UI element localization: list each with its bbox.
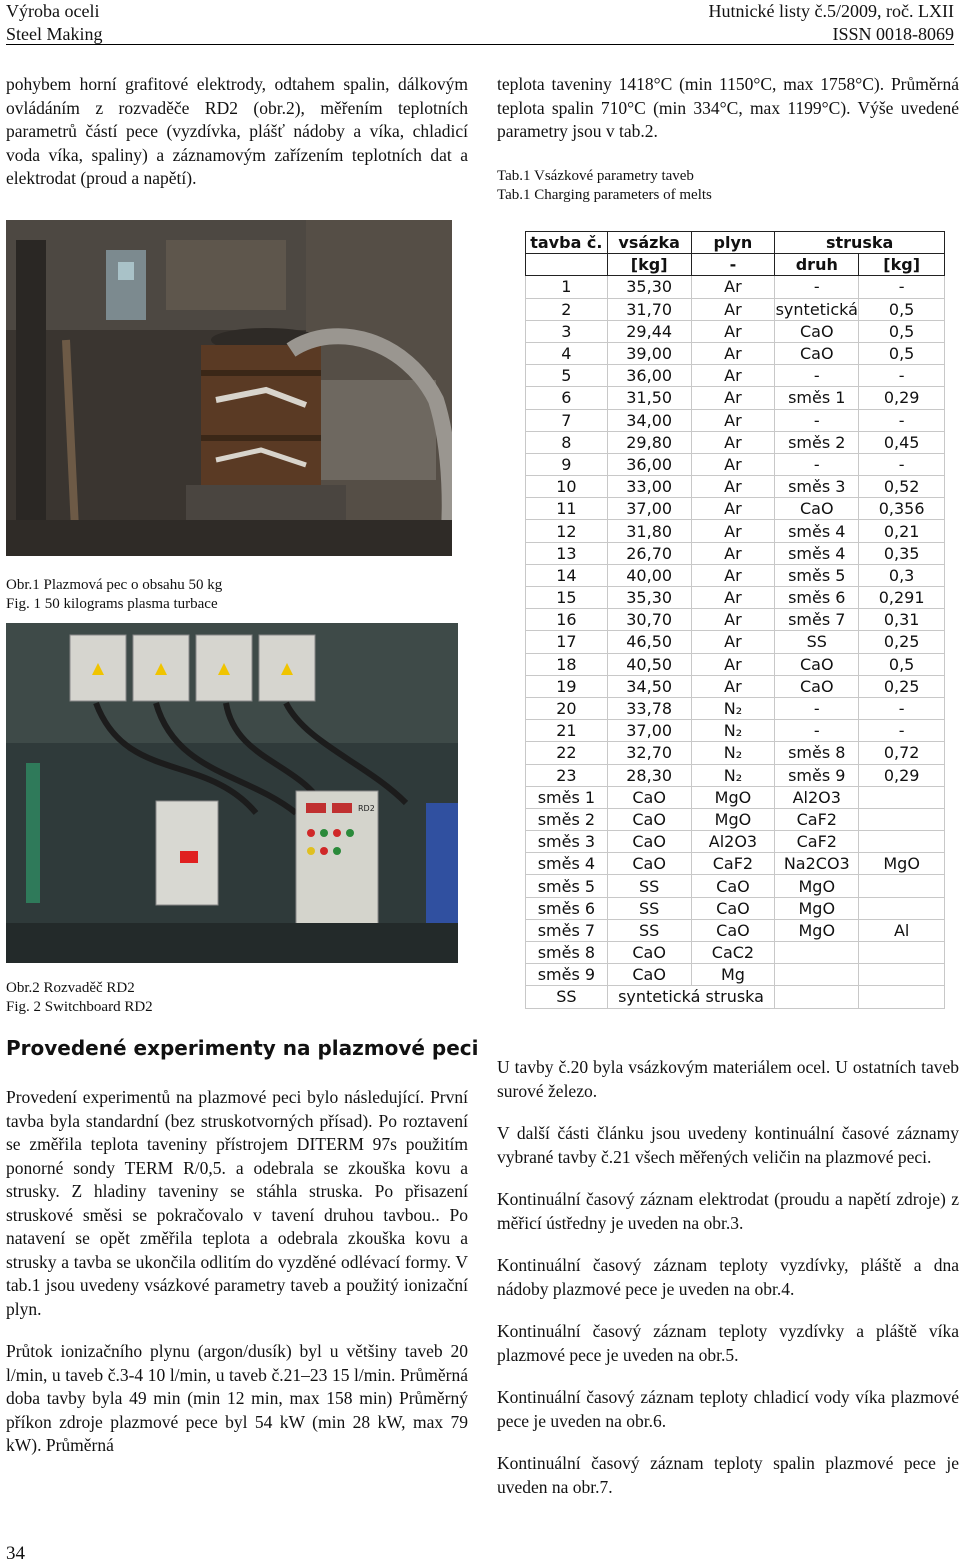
table-cell: CaO — [775, 498, 859, 520]
table-cell: 0,29 — [859, 764, 945, 786]
table-cell: směs 6 — [775, 587, 859, 609]
table-cell: 0,52 — [859, 476, 945, 498]
table-cell: - — [775, 453, 859, 475]
table-cell: 1 — [526, 276, 608, 298]
table-cell: Ar — [691, 409, 775, 431]
table1-caption-cz: Tab.1 Vsázkové parametry taveb — [497, 168, 694, 184]
table-cell: 0,72 — [859, 742, 945, 764]
figure2-caption — [6, 979, 153, 1017]
switchboard-panel-label: RD2 — [358, 804, 375, 813]
table-cell: 12 — [526, 520, 608, 542]
table-cell: - — [859, 697, 945, 719]
table-row — [526, 964, 945, 986]
table-row — [526, 298, 945, 320]
journal-title: Hutnické listy č.5/2009, roč. LXII — [708, 1, 954, 21]
table-cell: 30,70 — [607, 609, 691, 631]
right-paragraph: Kontinuální časový záznam teploty vyzdívky a pláště víka plazmové pece je uveden na obr.5. — [497, 1321, 959, 1365]
page-number: 34 — [6, 1543, 25, 1564]
table-cell: 36,00 — [607, 453, 691, 475]
table-cell: 37,00 — [607, 720, 691, 742]
plasma-furnace-photo — [6, 220, 452, 556]
table-cell: Ar — [691, 564, 775, 586]
table-cell: - — [775, 276, 859, 298]
table-cell: 0,5 — [859, 298, 945, 320]
left-column-body — [6, 1086, 468, 1458]
table-header-cell: tavba č. — [526, 232, 608, 254]
table-cell: MgO — [775, 919, 859, 941]
table-cell: 18 — [526, 653, 608, 675]
right-paragraph: Kontinuální časový záznam teploty vyzdívky, pláště a dna nádoby plazmové pece je uveden na obr.4. — [497, 1255, 959, 1299]
table-cell: 0,21 — [859, 520, 945, 542]
table-cell: směs 4 — [775, 542, 859, 564]
table-row — [526, 986, 945, 1008]
table-cell: CaF2 — [691, 853, 775, 875]
table-cell: 2 — [526, 298, 608, 320]
table-row — [526, 520, 945, 542]
table-cell: CaO — [775, 320, 859, 342]
table1-caption — [497, 167, 712, 205]
figure1-caption — [6, 576, 222, 614]
table-row — [526, 587, 945, 609]
table-header-cell: - — [691, 254, 775, 276]
melt-rows — [526, 276, 945, 786]
table-row — [526, 542, 945, 564]
figure2-caption-cz: Obr.2 Rozvaděč RD2 — [6, 980, 135, 996]
table-cell — [775, 942, 859, 964]
journal-section-en: Steel Making — [6, 24, 103, 44]
table-cell: CaO — [691, 919, 775, 941]
table-cell: 14 — [526, 564, 608, 586]
table-cell: 31,50 — [607, 387, 691, 409]
table-row — [526, 853, 945, 875]
right-paragraph: Kontinuální časový záznam teploty chladicí vody víka plazmové pece je uveden na obr.6. — [497, 1387, 959, 1431]
table-cell: CaO — [691, 875, 775, 897]
table-row — [526, 808, 945, 830]
table-cell: SS — [526, 986, 608, 1008]
table-header-cell: [kg] — [607, 254, 691, 276]
table-row — [526, 631, 945, 653]
table-cell: - — [775, 409, 859, 431]
table-cell: 15 — [526, 587, 608, 609]
table-row — [526, 942, 945, 964]
table-cell: 21 — [526, 720, 608, 742]
table-cell: CaO — [775, 342, 859, 364]
table-cell: Ar — [691, 365, 775, 387]
table-row — [526, 431, 945, 453]
table-cell: Mg — [691, 964, 775, 986]
table-header-cell — [526, 254, 608, 276]
table-cell: 46,50 — [607, 631, 691, 653]
table-header-cell: vsázka — [607, 232, 691, 254]
table-cell: CaO — [607, 964, 691, 986]
table-cell: CaC2 — [691, 942, 775, 964]
switchboard-photo — [6, 623, 458, 963]
table-cell: - — [859, 453, 945, 475]
right-intro — [497, 73, 959, 144]
table-cell: Al2O3 — [691, 831, 775, 853]
table-cell: Ar — [691, 609, 775, 631]
ss-row-group — [526, 986, 945, 1008]
table-cell: syntetická struska — [607, 986, 775, 1008]
journal-issn: ISSN 0018-8069 — [832, 24, 954, 44]
table-cell: 9 — [526, 453, 608, 475]
table-cell: směs 5 — [526, 875, 608, 897]
table-cell: - — [775, 697, 859, 719]
table-cell: 0,31 — [859, 609, 945, 631]
table-cell: SS — [607, 919, 691, 941]
table-cell: MgO — [691, 786, 775, 808]
table-cell: 40,50 — [607, 653, 691, 675]
table-cell: SS — [607, 875, 691, 897]
table-cell: CaO — [607, 786, 691, 808]
table-cell — [859, 942, 945, 964]
table-row — [526, 476, 945, 498]
table-cell: CaF2 — [775, 831, 859, 853]
table-cell: - — [775, 720, 859, 742]
charging-parameters-table — [525, 231, 945, 1009]
table-cell: Ar — [691, 453, 775, 475]
table-cell: 11 — [526, 498, 608, 520]
table-cell: CaO — [607, 808, 691, 830]
table-cell: 28,30 — [607, 764, 691, 786]
table-cell: Al2O3 — [775, 786, 859, 808]
table-row — [526, 609, 945, 631]
table-cell: 0,25 — [859, 675, 945, 697]
table-cell: Ar — [691, 387, 775, 409]
table-cell: směs 7 — [526, 919, 608, 941]
table-cell: směs 5 — [775, 564, 859, 586]
table-row — [526, 387, 945, 409]
table-cell: 16 — [526, 609, 608, 631]
table-cell: - — [775, 365, 859, 387]
page-header — [6, 0, 954, 45]
table-cell: - — [859, 365, 945, 387]
table-cell: N₂ — [691, 697, 775, 719]
table-cell: Ar — [691, 675, 775, 697]
table-cell: 17 — [526, 631, 608, 653]
right-paragraph: V další části článku jsou uvedeny kontinuální časové záznamy vybrané tavby č.21 všech měřených veličin na plazmové peci. — [497, 1123, 959, 1167]
table-row — [526, 498, 945, 520]
table-row — [526, 919, 945, 941]
right-paragraph: Kontinuální časový záznam elektrodat (proudu a napětí zdroje) z měřicí ústředny je uveden na obr.3. — [497, 1189, 959, 1233]
left-intro — [6, 73, 468, 191]
table-cell — [859, 964, 945, 986]
table-cell: 4 — [526, 342, 608, 364]
table-cell: CaO — [775, 653, 859, 675]
table1-caption-en: Tab.1 Charging parameters of melts — [497, 187, 712, 203]
table-row — [526, 764, 945, 786]
table-cell: MgO — [775, 897, 859, 919]
table-cell: 39,00 — [607, 342, 691, 364]
table-cell: CaO — [607, 942, 691, 964]
table-row — [526, 365, 945, 387]
table-cell — [859, 831, 945, 853]
table-cell: směs 1 — [775, 387, 859, 409]
mix-rows — [526, 786, 945, 986]
figure2-caption-en: Fig. 2 Switchboard RD2 — [6, 999, 153, 1015]
table-cell — [859, 986, 945, 1008]
table-cell: - — [859, 409, 945, 431]
table-cell: směs 1 — [526, 786, 608, 808]
table-cell: 29,44 — [607, 320, 691, 342]
table-cell: směs 2 — [526, 808, 608, 830]
table-row — [526, 453, 945, 475]
table-header-cell: druh — [775, 254, 859, 276]
table-cell: Ar — [691, 276, 775, 298]
table-cell: směs 8 — [775, 742, 859, 764]
table-row — [526, 831, 945, 853]
table-row — [526, 276, 945, 298]
table-cell: Ar — [691, 542, 775, 564]
table-cell: MgO — [775, 875, 859, 897]
table-cell: 40,00 — [607, 564, 691, 586]
table-cell: 34,50 — [607, 675, 691, 697]
right-paragraph: Kontinuální časový záznam teploty spalin plazmové pece je uveden na obr.7. — [497, 1453, 959, 1497]
table-cell: Ar — [691, 476, 775, 498]
table-cell: 0,35 — [859, 542, 945, 564]
table-row — [526, 697, 945, 719]
table-cell: Ar — [691, 520, 775, 542]
figure1-caption-en: Fig. 1 50 kilograms plasma turbace — [6, 596, 218, 612]
table-cell: 0,45 — [859, 431, 945, 453]
table-cell: Ar — [691, 587, 775, 609]
table-row — [526, 897, 945, 919]
table-row — [526, 653, 945, 675]
table-row — [526, 720, 945, 742]
table-cell: Na2CO3 — [775, 853, 859, 875]
table-cell: 32,70 — [607, 742, 691, 764]
table-cell: 0,25 — [859, 631, 945, 653]
table-row — [526, 786, 945, 808]
header-left — [6, 0, 103, 46]
header-right — [709, 0, 954, 46]
table-cell: CaO — [691, 897, 775, 919]
table-cell: N₂ — [691, 742, 775, 764]
table-cell: směs 4 — [526, 853, 608, 875]
table-cell: směs 9 — [775, 764, 859, 786]
table-cell: 22 — [526, 742, 608, 764]
table-cell: směs 2 — [775, 431, 859, 453]
table-cell: Al — [859, 919, 945, 941]
table-cell: SS — [775, 631, 859, 653]
table-cell: 7 — [526, 409, 608, 431]
table-cell: směs 4 — [775, 520, 859, 542]
table-cell: CaO — [607, 853, 691, 875]
table-cell: směs 9 — [526, 964, 608, 986]
table-cell: - — [859, 720, 945, 742]
table-cell: 37,00 — [607, 498, 691, 520]
table-header-cell: struska — [775, 232, 945, 254]
table-cell: 34,00 — [607, 409, 691, 431]
table-cell: 23 — [526, 764, 608, 786]
table-header-row — [526, 254, 945, 276]
table-cell — [775, 964, 859, 986]
table-header-cell: plyn — [691, 232, 775, 254]
table-cell — [859, 897, 945, 919]
table-cell: CaO — [775, 675, 859, 697]
table-cell: Ar — [691, 298, 775, 320]
right-column-body — [497, 1056, 959, 1499]
table-cell: 35,30 — [607, 276, 691, 298]
table-cell: Ar — [691, 631, 775, 653]
table-cell: 26,70 — [607, 542, 691, 564]
table-cell: směs 3 — [526, 831, 608, 853]
right-paragraph: U tavby č.20 byla vsázkovým materiálem ocel. U ostatních taveb surové železo. — [497, 1057, 959, 1101]
table-cell: - — [859, 276, 945, 298]
left-paragraph: Průtok ionizačního plynu (argon/dusík) byl u většiny taveb 20 l/min, u taveb č.3-4 10 l/min, u taveb č.21–23 15 l/min. Průměrná doba tavby byla 49 min (min 12 min, max 158 min) Průměrný příkon zdroje plazmové pece byl 54 kW (min 28 kW, max 79 kW). Průměrná — [6, 1341, 468, 1455]
table-row — [526, 564, 945, 586]
table-cell: MgO — [691, 808, 775, 830]
table-header-cell: [kg] — [859, 254, 945, 276]
table-cell: směs 6 — [526, 897, 608, 919]
table-cell: SS — [607, 897, 691, 919]
table-cell: MgO — [859, 853, 945, 875]
table-cell: Ar — [691, 498, 775, 520]
table-cell: 29,80 — [607, 431, 691, 453]
table-cell: směs 7 — [775, 609, 859, 631]
table-cell: 0,5 — [859, 320, 945, 342]
table-cell: 0,3 — [859, 564, 945, 586]
table-cell — [859, 786, 945, 808]
table-cell: 0,5 — [859, 342, 945, 364]
table-cell: Ar — [691, 320, 775, 342]
table-cell: 13 — [526, 542, 608, 564]
table-cell: 0,5 — [859, 653, 945, 675]
table-row — [526, 875, 945, 897]
table-cell: 19 — [526, 675, 608, 697]
journal-section-cz: Výroba oceli — [6, 1, 100, 21]
table-cell: CaO — [607, 831, 691, 853]
table-cell: 35,30 — [607, 587, 691, 609]
figure1-caption-cz: Obr.1 Plazmová pec o obsahu 50 kg — [6, 577, 223, 593]
right-intro-text: teplota taveniny 1418°C (min 1150°C, max 1758°C). Průměrná teplota spalin 710°C (min 334°C, max 1199°C). Výše uvedené parametry jsou v tab.2. — [497, 74, 959, 141]
table-cell: 3 — [526, 320, 608, 342]
table-cell — [859, 875, 945, 897]
table-cell: 31,80 — [607, 520, 691, 542]
table-cell — [859, 808, 945, 830]
table-row — [526, 320, 945, 342]
table-cell: 36,00 — [607, 365, 691, 387]
table-cell: 0,291 — [859, 587, 945, 609]
table-row — [526, 342, 945, 364]
table-cell: 6 — [526, 387, 608, 409]
table-row — [526, 409, 945, 431]
table-cell: Ar — [691, 653, 775, 675]
table-cell: 33,00 — [607, 476, 691, 498]
table-row — [526, 742, 945, 764]
table-cell: 31,70 — [607, 298, 691, 320]
charging-table — [525, 231, 945, 1009]
table-cell: 0,29 — [859, 387, 945, 409]
table-cell: 20 — [526, 697, 608, 719]
table-cell: N₂ — [691, 764, 775, 786]
section-title: Provedené experimenty na plazmové peci — [6, 1036, 479, 1060]
table-cell: směs 3 — [775, 476, 859, 498]
table-header-row — [526, 232, 945, 254]
table-cell: N₂ — [691, 720, 775, 742]
table-cell: 33,78 — [607, 697, 691, 719]
table-cell: CaF2 — [775, 808, 859, 830]
left-intro-text: pohybem horní grafitové elektrody, odtahem spalin, dálkovým ovládáním z rozvaděče RD2 (obr.2), měřením teplotních parametrů částí pece (vyzdívka, plášť nádoby a víka, chladicí voda víka, spaliny) a záznamovým zařízením teplotních dat a elektrodat (proud a napětí). — [6, 74, 468, 188]
table-cell: syntetická — [775, 299, 858, 319]
table-cell: 8 — [526, 431, 608, 453]
table-cell — [775, 986, 859, 1008]
left-paragraph: Provedení experimentů na plazmové peci bylo následující. První tavba byla standardní (bez struskotvorných přísad). Po roztavení se změřila teplota taveniny přístrojem DITERM 97s použitím ponorné sondy TERM R/0,5. a odebrala se zkouška kovu a strusky. Z hladiny taveniny se stáhla struska. Po přisazení struskové směsi se pokračovalo v tavení druhou tavbou.. Po natavení se opět změřila teplota a odebrala zkouška kovu a strusky a tavba se ukončila odlitím do vyzděné odlévací formy. V tab.1 jsou uvedeny vsázkové parametry taveb a použitý ionizační plyn. — [6, 1087, 468, 1319]
table-cell: směs 8 — [526, 942, 608, 964]
table-row — [526, 675, 945, 697]
table-cell: Ar — [691, 431, 775, 453]
table-cell: 5 — [526, 365, 608, 387]
table-cell: Ar — [691, 342, 775, 364]
table-cell: 10 — [526, 476, 608, 498]
table-cell: 0,356 — [859, 498, 945, 520]
